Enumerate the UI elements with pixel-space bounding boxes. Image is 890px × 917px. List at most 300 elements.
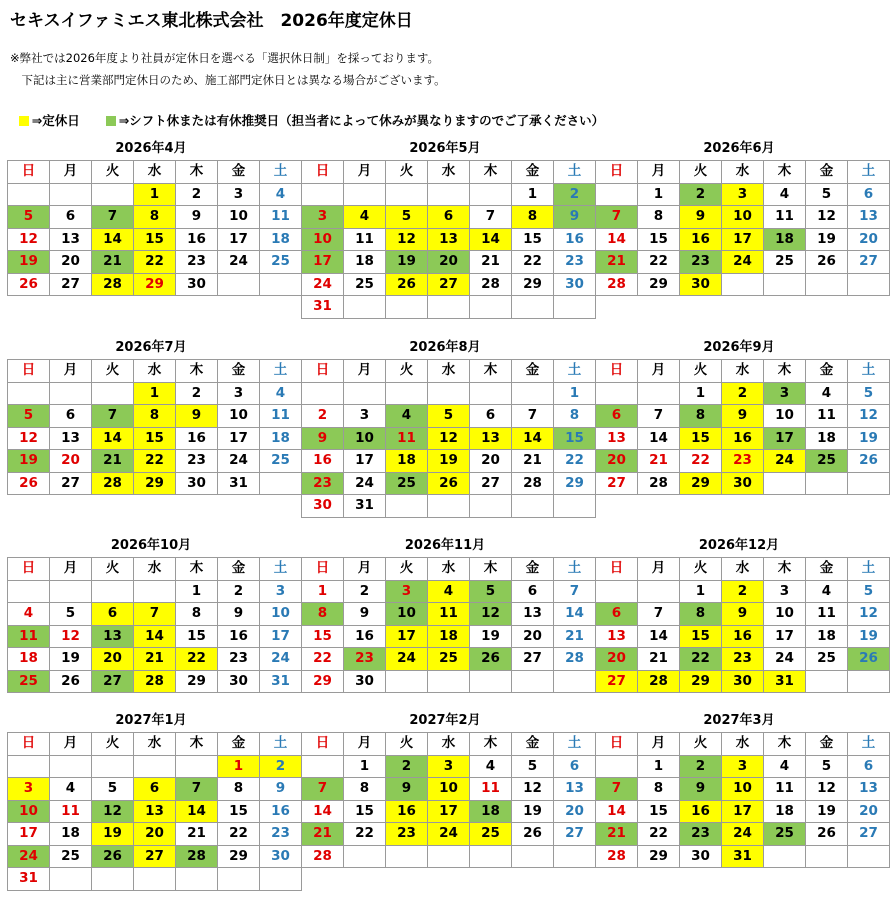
day-cell: 6: [848, 183, 890, 206]
day-cell: 31: [260, 670, 302, 693]
week-row: [8, 427, 302, 450]
empty-cell: [512, 845, 554, 868]
week-row: [302, 845, 596, 868]
day-cell: 15: [218, 800, 260, 823]
empty-cell: [554, 495, 596, 518]
day-cell: 22: [554, 450, 596, 473]
calendar-table: [7, 160, 302, 296]
day-cell: 6: [428, 206, 470, 229]
week-row: [596, 450, 890, 473]
day-cell: 19: [848, 625, 890, 648]
day-cell: 14: [470, 228, 512, 251]
month-calendar: [7, 138, 295, 296]
day-cell: 4: [806, 580, 848, 603]
weekday-header: 日: [302, 161, 344, 184]
empty-cell: [260, 273, 302, 296]
day-cell: 10: [722, 778, 764, 801]
legend-yellow-label: ⇒定休日: [31, 113, 80, 128]
day-cell: 7: [92, 405, 134, 428]
week-row: [596, 580, 890, 603]
calendar-table: [7, 557, 302, 693]
week-row: [596, 625, 890, 648]
empty-cell: [596, 755, 638, 778]
day-cell: 16: [302, 450, 344, 473]
weekday-header: 日: [596, 360, 638, 383]
day-cell: 15: [134, 228, 176, 251]
empty-cell: [428, 296, 470, 319]
day-cell: 20: [512, 625, 554, 648]
day-cell: 10: [218, 206, 260, 229]
day-cell: 14: [302, 800, 344, 823]
empty-cell: [470, 670, 512, 693]
day-cell: 27: [134, 845, 176, 868]
week-row: [8, 845, 302, 868]
day-cell: 12: [8, 228, 50, 251]
day-cell: 17: [386, 625, 428, 648]
day-cell: 21: [92, 450, 134, 473]
day-cell: 14: [134, 625, 176, 648]
day-cell: 29: [638, 273, 680, 296]
day-cell: 3: [218, 382, 260, 405]
day-cell: 19: [806, 800, 848, 823]
weekday-header: 月: [50, 733, 92, 756]
day-cell: 24: [344, 472, 386, 495]
empty-cell: [596, 183, 638, 206]
day-cell: 5: [806, 183, 848, 206]
empty-cell: [218, 273, 260, 296]
weekday-header: 日: [596, 161, 638, 184]
day-cell: 19: [50, 648, 92, 671]
weekday-header: 火: [680, 161, 722, 184]
day-cell: 26: [92, 845, 134, 868]
day-cell: 29: [554, 472, 596, 495]
weekday-header: 火: [92, 161, 134, 184]
empty-cell: [638, 382, 680, 405]
day-cell: 16: [722, 625, 764, 648]
weekday-header: 日: [8, 360, 50, 383]
day-cell: 29: [134, 472, 176, 495]
day-cell: 7: [470, 206, 512, 229]
day-cell: 1: [512, 183, 554, 206]
day-cell: 2: [680, 755, 722, 778]
day-cell: 11: [470, 778, 512, 801]
empty-cell: [428, 845, 470, 868]
day-cell: 27: [92, 670, 134, 693]
weekday-header: 木: [764, 733, 806, 756]
day-cell: 19: [8, 251, 50, 274]
empty-cell: [8, 382, 50, 405]
week-row: [8, 405, 302, 428]
empty-cell: [386, 845, 428, 868]
day-cell: 18: [344, 251, 386, 274]
empty-cell: [50, 183, 92, 206]
day-cell: 9: [680, 206, 722, 229]
weekday-header: 月: [344, 360, 386, 383]
day-cell: 25: [344, 273, 386, 296]
day-cell: 14: [92, 228, 134, 251]
day-cell: 17: [8, 823, 50, 846]
weekday-header: 金: [512, 558, 554, 581]
empty-cell: [386, 495, 428, 518]
day-cell: 17: [344, 450, 386, 473]
day-cell: 9: [722, 405, 764, 428]
day-cell: 4: [806, 382, 848, 405]
day-cell: 27: [50, 273, 92, 296]
day-cell: 23: [722, 450, 764, 473]
weekday-header: 火: [680, 558, 722, 581]
empty-cell: [554, 845, 596, 868]
day-cell: 26: [386, 273, 428, 296]
day-cell: 31: [764, 670, 806, 693]
weekday-header: 木: [176, 733, 218, 756]
day-cell: 10: [260, 603, 302, 626]
day-cell: 19: [512, 800, 554, 823]
day-cell: 26: [512, 823, 554, 846]
day-cell: 24: [386, 648, 428, 671]
day-cell: 5: [512, 755, 554, 778]
weekday-header: 木: [176, 558, 218, 581]
day-cell: 13: [470, 427, 512, 450]
day-cell: 16: [218, 625, 260, 648]
empty-cell: [428, 495, 470, 518]
weekday-header: 金: [218, 360, 260, 383]
month-calendar: [7, 710, 295, 891]
empty-cell: [134, 868, 176, 891]
day-cell: 22: [680, 648, 722, 671]
empty-cell: [512, 670, 554, 693]
weekday-header: 火: [92, 360, 134, 383]
day-cell: 4: [428, 580, 470, 603]
weekday-header: 水: [134, 360, 176, 383]
day-cell: 3: [260, 580, 302, 603]
day-cell: 2: [344, 580, 386, 603]
day-cell: 6: [554, 755, 596, 778]
day-cell: 8: [134, 206, 176, 229]
weekday-header: 土: [554, 558, 596, 581]
week-row: [8, 868, 302, 891]
day-cell: 22: [218, 823, 260, 846]
day-cell: 23: [554, 251, 596, 274]
weekday-header: 水: [722, 733, 764, 756]
day-cell: 2: [176, 183, 218, 206]
month-calendar: [301, 337, 589, 518]
day-cell: 30: [722, 472, 764, 495]
day-cell: 31: [8, 868, 50, 891]
week-row: [596, 800, 890, 823]
day-cell: 1: [176, 580, 218, 603]
weekday-header: 土: [848, 558, 890, 581]
month-title: 2027年1月: [115, 713, 187, 728]
day-cell: 20: [50, 251, 92, 274]
day-cell: 27: [428, 273, 470, 296]
weekday-header: 水: [134, 558, 176, 581]
week-row: [302, 405, 596, 428]
day-cell: 13: [848, 206, 890, 229]
day-cell: 10: [302, 228, 344, 251]
week-row: [302, 778, 596, 801]
calendar-table: [595, 160, 890, 296]
day-cell: 7: [134, 603, 176, 626]
weekday-header: 日: [8, 161, 50, 184]
day-cell: 24: [722, 823, 764, 846]
day-cell: 18: [8, 648, 50, 671]
day-cell: 21: [554, 625, 596, 648]
empty-cell: [92, 580, 134, 603]
empty-cell: [512, 382, 554, 405]
day-cell: 21: [470, 251, 512, 274]
day-cell: 17: [722, 800, 764, 823]
day-cell: 11: [806, 405, 848, 428]
week-row: [596, 228, 890, 251]
day-cell: 9: [344, 603, 386, 626]
day-cell: 17: [764, 427, 806, 450]
weekday-header: 月: [50, 558, 92, 581]
day-cell: 3: [8, 778, 50, 801]
day-cell: 9: [722, 603, 764, 626]
day-cell: 19: [470, 625, 512, 648]
day-cell: 12: [8, 427, 50, 450]
day-cell: 28: [554, 648, 596, 671]
day-cell: 3: [428, 755, 470, 778]
day-cell: 18: [428, 625, 470, 648]
day-cell: 25: [764, 823, 806, 846]
day-cell: 4: [50, 778, 92, 801]
empty-cell: [92, 868, 134, 891]
day-cell: 1: [680, 580, 722, 603]
day-cell: 14: [512, 427, 554, 450]
month-title: 2026年6月: [703, 141, 775, 156]
weekday-header: 水: [722, 360, 764, 383]
day-cell: 27: [554, 823, 596, 846]
day-cell: 1: [134, 382, 176, 405]
empty-cell: [806, 273, 848, 296]
week-row: [8, 472, 302, 495]
day-cell: 28: [176, 845, 218, 868]
day-cell: 7: [554, 580, 596, 603]
empty-cell: [344, 296, 386, 319]
week-row: [8, 823, 302, 846]
day-cell: 17: [218, 427, 260, 450]
day-cell: 30: [722, 670, 764, 693]
day-cell: 18: [764, 800, 806, 823]
day-cell: 18: [806, 427, 848, 450]
empty-cell: [764, 845, 806, 868]
weekday-header: 日: [302, 360, 344, 383]
weekday-header: 日: [302, 558, 344, 581]
day-cell: 14: [176, 800, 218, 823]
day-cell: 28: [470, 273, 512, 296]
weekday-header-row: [596, 360, 890, 383]
day-cell: 23: [344, 648, 386, 671]
day-cell: 16: [344, 625, 386, 648]
day-cell: 15: [512, 228, 554, 251]
week-row: [8, 183, 302, 206]
day-cell: 17: [764, 625, 806, 648]
day-cell: 5: [8, 405, 50, 428]
empty-cell: [512, 495, 554, 518]
day-cell: 29: [302, 670, 344, 693]
day-cell: 22: [134, 251, 176, 274]
week-row: [302, 648, 596, 671]
empty-cell: [8, 580, 50, 603]
day-cell: 14: [92, 427, 134, 450]
day-cell: 4: [8, 603, 50, 626]
day-cell: 1: [638, 183, 680, 206]
day-cell: 3: [764, 382, 806, 405]
calendar-table: [595, 359, 890, 495]
day-cell: 20: [470, 450, 512, 473]
weekday-header: 木: [764, 360, 806, 383]
weekday-header: 水: [428, 161, 470, 184]
day-cell: 24: [260, 648, 302, 671]
empty-cell: [260, 868, 302, 891]
weekday-header: 土: [260, 558, 302, 581]
day-cell: 10: [218, 405, 260, 428]
day-cell: 13: [134, 800, 176, 823]
day-cell: 20: [554, 800, 596, 823]
day-cell: 19: [92, 823, 134, 846]
empty-cell: [638, 580, 680, 603]
month-title: 2027年3月: [703, 713, 775, 728]
week-row: [596, 648, 890, 671]
day-cell: 3: [386, 580, 428, 603]
empty-cell: [428, 670, 470, 693]
day-cell: 11: [260, 405, 302, 428]
week-row: [8, 648, 302, 671]
day-cell: 6: [596, 603, 638, 626]
weekday-header: 火: [92, 558, 134, 581]
day-cell: 6: [50, 405, 92, 428]
weekday-header: 金: [512, 733, 554, 756]
month-calendar: [595, 710, 883, 868]
day-cell: 1: [344, 755, 386, 778]
day-cell: 21: [176, 823, 218, 846]
weekday-header: 火: [680, 360, 722, 383]
empty-cell: [554, 670, 596, 693]
day-cell: 10: [8, 800, 50, 823]
day-cell: 21: [134, 648, 176, 671]
empty-cell: [596, 382, 638, 405]
day-cell: 19: [848, 427, 890, 450]
day-cell: 8: [344, 778, 386, 801]
week-row: [596, 251, 890, 274]
month-calendar: [301, 535, 589, 693]
weekday-header-row: [596, 161, 890, 184]
month-title: 2026年8月: [409, 340, 481, 355]
empty-cell: [512, 296, 554, 319]
empty-cell: [50, 580, 92, 603]
week-row: [302, 427, 596, 450]
day-cell: 23: [260, 823, 302, 846]
weekday-header: 金: [218, 558, 260, 581]
legend-yellow: [19, 111, 80, 129]
empty-cell: [50, 868, 92, 891]
day-cell: 16: [260, 800, 302, 823]
day-cell: 2: [176, 382, 218, 405]
empty-cell: [806, 472, 848, 495]
empty-cell: [92, 755, 134, 778]
weekday-header: 水: [134, 161, 176, 184]
day-cell: 17: [218, 228, 260, 251]
week-row: [302, 472, 596, 495]
empty-cell: [92, 382, 134, 405]
week-row: [8, 382, 302, 405]
empty-cell: [92, 183, 134, 206]
day-cell: 6: [848, 755, 890, 778]
day-cell: 12: [428, 427, 470, 450]
weekday-header: 日: [8, 558, 50, 581]
day-cell: 23: [302, 472, 344, 495]
week-row: [302, 382, 596, 405]
day-cell: 15: [680, 625, 722, 648]
day-cell: 8: [638, 778, 680, 801]
day-cell: 27: [848, 251, 890, 274]
month-title: 2026年5月: [409, 141, 481, 156]
weekday-header: 土: [260, 360, 302, 383]
day-cell: 28: [512, 472, 554, 495]
day-cell: 6: [134, 778, 176, 801]
month-title: 2026年9月: [703, 340, 775, 355]
empty-cell: [428, 382, 470, 405]
day-cell: 7: [92, 206, 134, 229]
week-row: [596, 845, 890, 868]
day-cell: 14: [596, 228, 638, 251]
day-cell: 15: [134, 427, 176, 450]
day-cell: 13: [92, 625, 134, 648]
day-cell: 28: [302, 845, 344, 868]
green-square-icon: [106, 116, 116, 126]
empty-cell: [764, 472, 806, 495]
day-cell: 2: [722, 382, 764, 405]
day-cell: 5: [92, 778, 134, 801]
day-cell: 22: [344, 823, 386, 846]
yellow-square-icon: [19, 116, 29, 126]
weekday-header: 木: [470, 733, 512, 756]
weekday-header: 月: [344, 558, 386, 581]
week-row: [8, 273, 302, 296]
empty-cell: [386, 183, 428, 206]
day-cell: 9: [260, 778, 302, 801]
weekday-header: 日: [8, 733, 50, 756]
day-cell: 2: [302, 405, 344, 428]
day-cell: 4: [764, 183, 806, 206]
day-cell: 29: [680, 472, 722, 495]
day-cell: 3: [722, 755, 764, 778]
week-row: [596, 755, 890, 778]
weekday-header: 水: [134, 733, 176, 756]
day-cell: 22: [134, 450, 176, 473]
week-row: [302, 495, 596, 518]
empty-cell: [470, 183, 512, 206]
day-cell: 23: [722, 648, 764, 671]
day-cell: 15: [344, 800, 386, 823]
day-cell: 4: [260, 183, 302, 206]
weekday-header: 月: [344, 733, 386, 756]
month-calendar: [595, 535, 883, 693]
day-cell: 13: [50, 228, 92, 251]
day-cell: 20: [848, 228, 890, 251]
weekday-header: 月: [50, 360, 92, 383]
day-cell: 25: [8, 670, 50, 693]
day-cell: 21: [512, 450, 554, 473]
day-cell: 19: [386, 251, 428, 274]
weekday-header: 火: [386, 161, 428, 184]
weekday-header-row: [302, 733, 596, 756]
weekday-header: 土: [554, 360, 596, 383]
day-cell: 20: [92, 648, 134, 671]
empty-cell: [764, 273, 806, 296]
day-cell: 28: [596, 273, 638, 296]
